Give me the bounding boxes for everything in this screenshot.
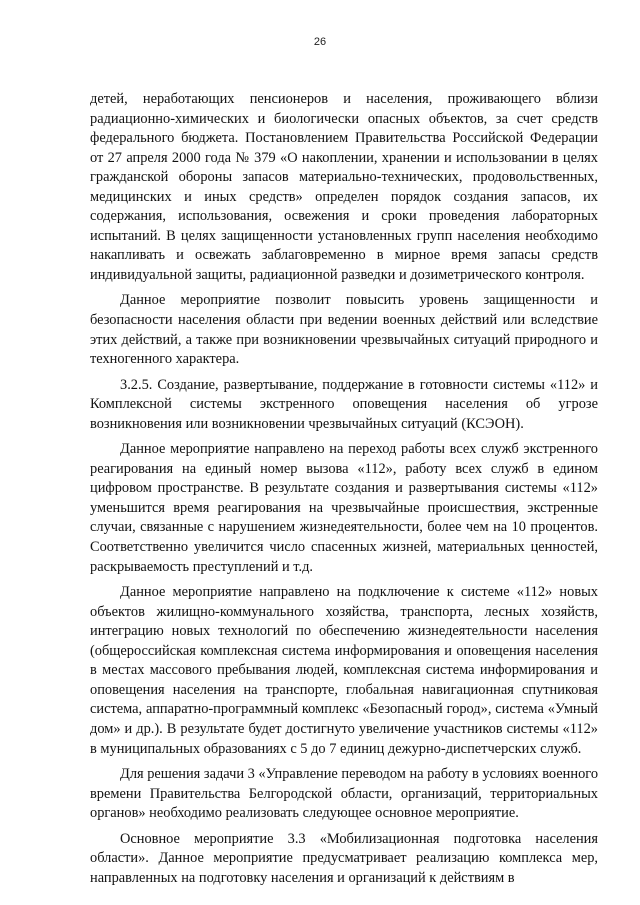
paragraph: Для решения задачи 3 «Управление переводом на работу в условиях военного времени Правительства Белгородской области, организаций, территориальных органов» необходимо реализовать следующее основное мероприятие. xyxy=(90,766,599,822)
paragraph: Данное мероприятие направлено на переход работы всех служб экстренного реагирования на единый номер вызова «112», работу всех служб в едином цифровом пространстве. В результате создания и развертывания системы «112» уменьшится время реагирования на чрезвычайные происшествия, экстренные случаи, связанные с нарушением жизнедеятельности, более чем на 10 процентов. Соответственно увеличится число спасенных жизней, материальных ценностей, раскрываемость преступлений и т.д. xyxy=(90,441,598,575)
paragraph-continuation: детей, неработающих пенсионеров и населения, проживающего вблизи радиационно-химических и биологически опасных объектов, за счет средств федерального бюджета. Постановлением Правительства Российской Федерации от 27 апреля 2000 года № 379 «О накоплении, хранении и использовании в целях гражданской обороны запасов материально-технических, продовольственных, медицинских и иных средств» определен порядок создания запасов, их содержания, использования, освежения и сроки проведения лабораторных испытаний. В целях защищенности установленных групп населения необходимо накапливать и освежать заблаговременно в мирное время запасы средств индивидуальной защиты, радиационной разведки и дозиметрического контроля. xyxy=(90,91,598,283)
section-heading-3-2-5: 3.2.5. Создание, развертывание, поддержание в готовности системы «112» и Комплексной системы экстренного оповещения населения об угрозе возникновения или возникновении чрезвычайных ситуаций (КСЭОН). xyxy=(90,376,598,432)
page-number: 26 xyxy=(313,36,327,48)
paragraph: Данное мероприятие позволит повысить уровень защищенности и безопасности населения области при ведении военных действий или вследствие этих действий, а также при возникновении чрезвычайных ситуаций природного и техногенного характера. xyxy=(90,292,598,368)
paragraph: Данное мероприятие направлено на подключение к системе «112» новых объектов жилищно-коммунального хозяйства, транспорта, лесных хозяйств, интеграцию новых технологий по обеспечению жизнедеятельности населения (общероссийская комплексная система информирования и оповещения населения в местах массового пребывания людей, комплексная система информирования и оповещения населения на транспорте, глобальная навигационная спутниковая система, аппаратно-программный комплекс «Безопасный город», система «Умный дом» и др.). В результате будет достигнуто увеличение участников системы «112» в муниципальных образованиях с 5 до 7 единиц дежурно-диспетчерских служб. xyxy=(90,584,598,757)
paragraph: Основное мероприятие 3.3 «Мобилизационная подготовка населения области». Данное мероприятие предусматривает реализацию комплекса мер, направленных на подготовку населения и организаций к действиям в xyxy=(90,830,598,886)
body-text xyxy=(90,90,598,894)
